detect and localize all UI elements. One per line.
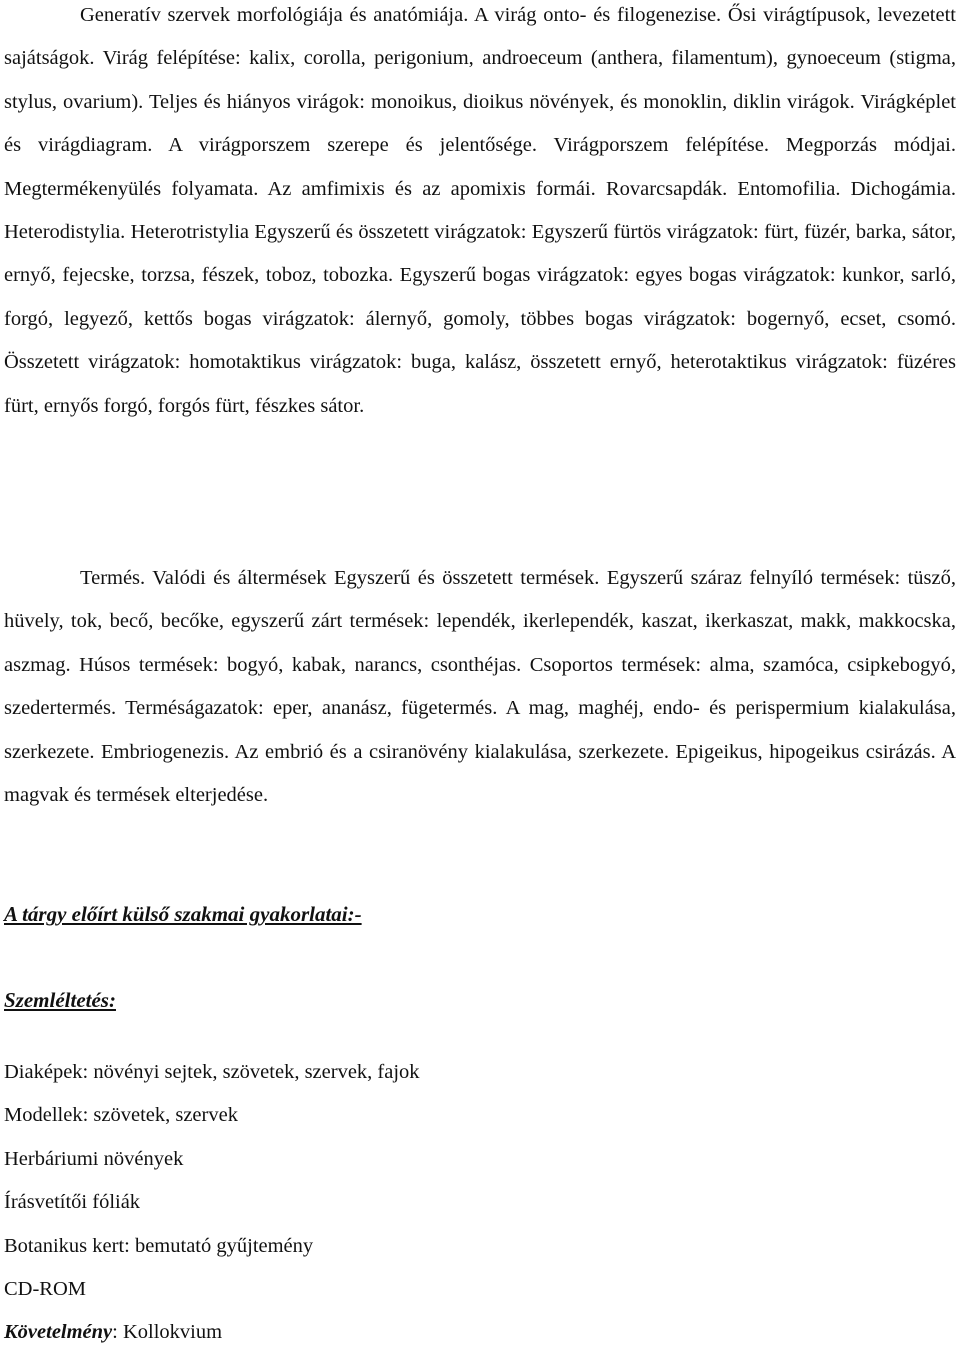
list-item: CD-ROM [4, 1278, 87, 1301]
requirement-label: Követelmény [4, 1321, 113, 1344]
list-item: Írásvetítői fóliák [4, 1191, 141, 1214]
requirement-value: Kollokvium [122, 1321, 223, 1344]
list-item: Modellek: szövetek, szervek [4, 1104, 238, 1127]
heading-demonstration: Szemléltetés: [4, 988, 116, 1012]
requirement-line [4, 1311, 420, 1354]
paragraph-flower-morphology: Generatív szervek morfológiája és anatómiája. A virág onto- és filogenezise. Ősi virágtípusok, levezetett sajátságok. Virág felépítése: kalix, corolla, perigonium, androeceum (anthera, filamentum), gynoeceum (stigma, stylus, ovarium). Teljes és hiányos virágok: monoikus, dioikus növények, és monoklin, diklin virágok. Virágképlet és virágdiagram. A virágporszem szerepe és jelentősége. Virágporszem felépítése. Megporzás módjai. Megtermékenyülés folyamata. Az amfimixis és az apomixis formái. Rovarcsapdák. Entomofilia. Dichogámia. Heterodistylia. Heterotristylia Egyszerű és összetett virágzatok: Egyszerű fürtös virágzatok: fürt, füzér, barka, sátor, ernyő, fejecske, torzsa, fészek, toboz, tobozka. Egyszerű bogas virágzatok: egyes bogas virágzatok: kunkor, sarló, forgó, legyező, kettős bogas virágzatok: álernyő, gomoly, többes bogas virágzatok: bogernyő, ecset, csomó. Összetett virágzatok: homotaktikus virágzatok: buga, kalász, összetett ernyő, heterotaktikus virágzatok: füzéres fürt, ernyős forgó, forgós fürt, fészkes sátor. [4, 4, 956, 417]
requirement-separator: : [112, 1321, 123, 1344]
list-item: Diaképek: növényi sejtek, szövetek, szervek, fajok [4, 1061, 420, 1083]
list-item: Herbáriumi növények [4, 1147, 184, 1170]
paragraph-fruits-seeds: Termés. Valódi és áltermések Egyszerű és összetett termések. Egyszerű száraz felnyíló termések: tüsző, hüvely, tok, becő, becőke, egyszerű zárt termések: lependék, ikerlependék, kaszat, ikerkaszat, makk, makkocska, aszmag. Húsos termések: bogyó, kabak, narancs, csonthéjas. Csoportos termések: alma, szamóca, csipkebogyó, szedertermés. Terméságazatok: eper, ananász, fügetermés. A mag, maghéj, endo- és perispermium kialakulása, szerkezete. Embriogenezis. Az embrió és a csiranövény kialakulása, szerkezete. Epigeikus, hipogeikus csirázás. A magvak és termések elterjedése. [4, 567, 956, 807]
list-item: Botanikus kert: bemutató gyűjtemény [4, 1234, 314, 1257]
heading-external-practice: A tárgy előírt külső szakmai gyakorlatai:- [4, 902, 362, 926]
demonstration-list [4, 1051, 420, 1355]
